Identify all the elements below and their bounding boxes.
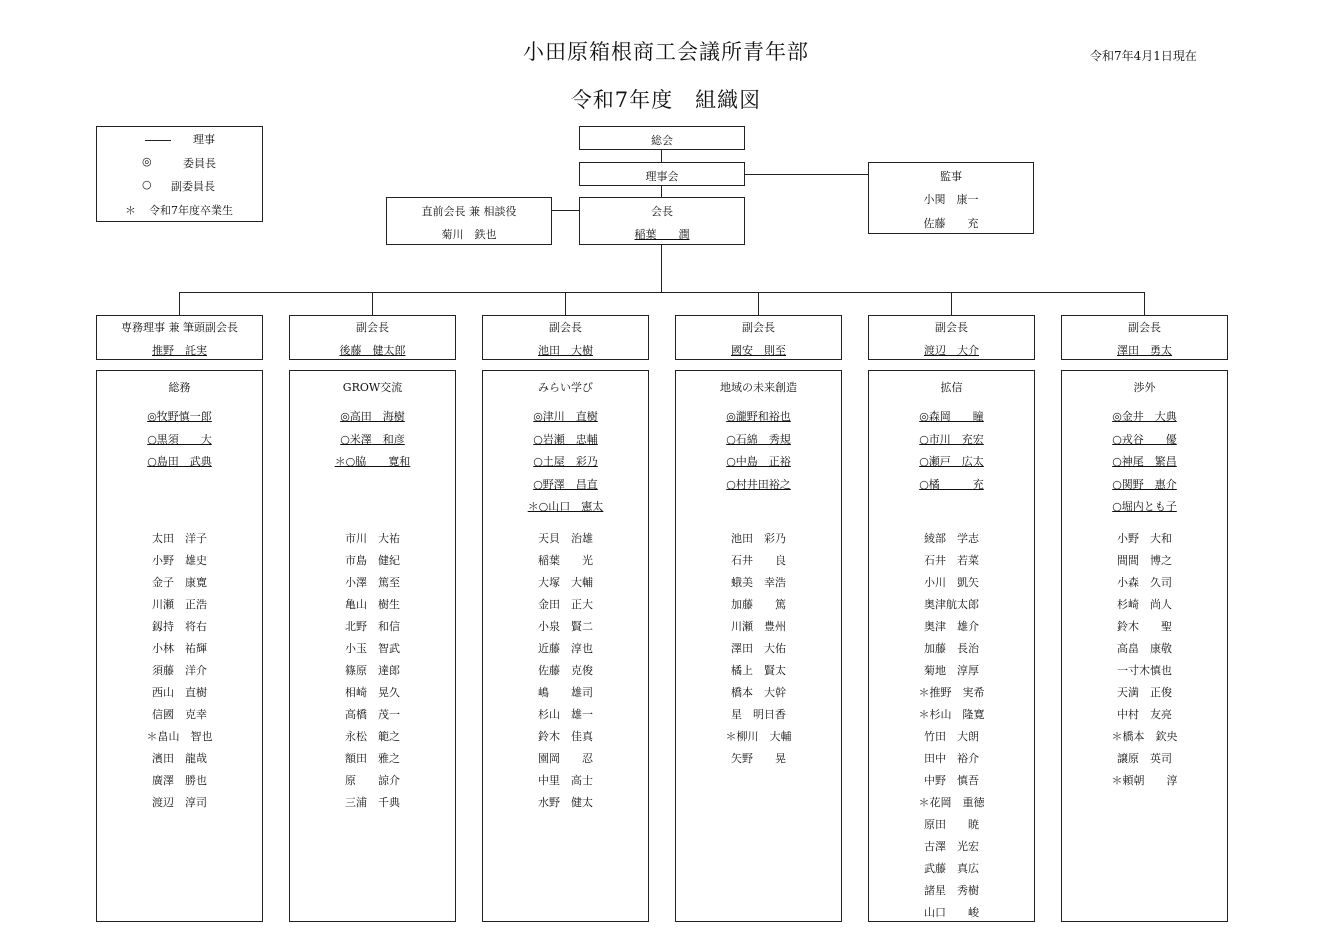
committee-member: 間間 博之 [1117,554,1172,567]
committee-member: 渡辺 淳司 [152,796,207,809]
committee-member: 釼持 将右 [152,620,207,633]
committee-leader: ○黒須 大 [147,432,212,446]
committee-member: 佐藤 克俊 [538,664,593,677]
committee-member: 稲葉 光 [538,554,593,567]
legend-box [96,126,263,222]
president-name: 稲葉 潤 [634,228,690,241]
connector-line [372,292,373,315]
committee-member: 石井 若菜 [924,554,979,567]
committee-member: 原田 暁 [924,818,979,831]
committee-member: 一寸木慎也 [1117,664,1172,677]
committee-member: ＊橋本 欽央 [1111,730,1178,743]
advisor-box [386,197,552,245]
committee-member: 杉崎 尚人 [1117,598,1172,611]
committee-member: 諸星 秀樹 [924,884,979,897]
committee-leader: ＊○脇 寛和 [334,455,411,468]
committee-member: 古澤 光宏 [924,840,979,853]
committee-member: 原 諒介 [345,774,400,787]
committee-member: 奥津 雄介 [924,620,979,633]
legend-label-board: 理事 [193,133,215,146]
committee-member: 菊地 淳厚 [924,664,979,677]
committee-member: 水野 健太 [538,796,593,809]
auditors-box [868,162,1034,234]
vice-president-title: 副会長 [742,321,775,334]
connector-line [661,150,662,162]
committee-leader: ◎瀧野和裕也 [726,410,791,423]
committee-member: 相崎 晃久 [345,686,400,699]
committee-member: 竹田 大朗 [924,730,979,743]
committee-member: 鈴木 聖 [1117,620,1172,633]
committee-member: ＊推野 実希 [918,686,985,699]
committee-member: 市川 大祐 [345,532,400,545]
legend-symbol-graduate: ＊ [125,204,136,217]
legend-symbol-vice-chair: ○ [142,178,152,191]
page-title: 小田原箱根商工会議所青年部 [523,40,809,64]
committee-member: 篠原 達郎 [345,664,400,677]
connector-line [745,174,868,175]
auditor-name: 小関 康一 [923,193,979,206]
committee-leader: ○戎谷 優 [1112,432,1177,446]
committee-box [289,370,456,922]
committee-member: 譲原 英司 [1117,752,1172,765]
legend-board-line [145,131,171,144]
connector-line [951,292,952,315]
vice-president-box [675,315,842,360]
vice-president-name: 國安 則至 [731,344,786,357]
committee-name: 総務 [168,381,191,394]
committee-member: 亀山 樹生 [345,598,400,611]
legend-label-chair: 委員長 [183,157,216,170]
committee-member: 廣澤 勝也 [152,774,207,787]
committee-box [482,370,649,922]
committee-member: 中村 友亮 [1117,708,1172,721]
committee-member: 天貝 治雄 [538,532,593,545]
committee-leader: ○米澤 和彦 [340,432,405,446]
connector-line [179,292,1145,293]
board-box [579,162,745,186]
president-box [579,197,745,245]
vice-president-name: 推野 託実 [152,344,207,357]
committee-name: 渉外 [1133,381,1156,394]
committee-leader: ◎金井 大典 [1112,410,1177,423]
committee-member: 小泉 賢二 [538,620,593,633]
legend-label-vice-chair: 副委員長 [171,180,215,193]
committee-member: 太田 洋子 [152,532,207,545]
committee-leader: ○村井田裕之 [726,477,791,491]
committee-member: 金田 正大 [538,598,593,611]
connector-line [661,245,662,292]
committee-box [675,370,842,922]
connector-line [565,292,566,315]
committee-member: 小玉 智武 [345,642,400,655]
committee-member: 星 明日香 [731,708,786,721]
committee-member: 三浦 千典 [345,796,400,809]
vice-president-title: 副会長 [356,321,389,334]
committee-member: 川瀬 正浩 [152,598,207,611]
committee-box [96,370,263,922]
committee-member: 加藤 篤 [731,598,786,611]
committee-leader: ○関野 惠介 [1112,477,1177,491]
committee-member: 武藤 真広 [924,862,979,875]
committee-leader: ○橘 充 [919,477,984,491]
committee-leader: ＊○山口 憲太 [527,500,604,513]
vice-president-box [868,315,1035,360]
committee-leader: ○土屋 彩乃 [533,455,598,468]
committee-member: 田中 裕介 [924,752,979,765]
vice-president-title: 副会長 [549,321,582,334]
connector-line [758,292,759,315]
board-label: 理事会 [645,170,679,183]
committee-member: 濱田 龍哉 [152,752,207,765]
committee-member: 蛾美 幸浩 [731,576,786,589]
committee-member: 小森 久司 [1117,576,1172,589]
committee-leader: ○堀内とも子 [1112,500,1177,513]
committee-leader: ○市川 充宏 [919,432,984,446]
committee-leader: ◎津川 直樹 [533,410,598,423]
auditor-name: 佐藤 充 [923,217,979,230]
committee-member: ＊畠山 智也 [146,730,213,743]
vice-president-name: 澤田 勇太 [1117,344,1172,357]
committee-member: 中里 高士 [538,774,593,787]
committee-member: 嶋 雄司 [538,686,593,699]
connector-line [661,186,662,197]
committee-member: 小林 祐輝 [152,642,207,655]
committee-member: ＊花岡 重徳 [918,796,985,809]
vice-president-box [289,315,456,360]
connector-line [1144,292,1145,315]
committee-member: 高畠 康敬 [1117,642,1172,655]
committee-member: 天満 正俊 [1117,686,1172,699]
committee-member: 西山 直樹 [152,686,207,699]
committee-member: 市島 健紀 [345,554,400,567]
committee-member: 小野 大和 [1117,532,1172,545]
committee-member: 矢野 晃 [731,752,786,765]
committee-member: 小澤 篤至 [345,576,400,589]
committee-leader: ◎森岡 瞳 [919,410,984,423]
committee-box [1061,370,1228,922]
vice-president-box [482,315,649,360]
committee-leader: ○瀬戸 広太 [919,455,984,468]
committee-member: 奥津航太郎 [924,598,979,611]
committee-member: 山口 峻 [924,906,979,919]
vice-president-title: 専務理事 兼 筆頭副会長 [121,321,238,334]
committee-member: 川瀬 豊州 [731,620,786,633]
committee-member: 中野 慎吾 [924,774,979,787]
advisor-title: 直前会長 兼 相談役 [421,205,517,218]
committee-member: 近藤 淳也 [538,642,593,655]
committee-member: 小川 凱矢 [924,576,979,589]
committee-leader: ◎牧野慎一郎 [147,410,212,423]
as-of-date: 令和7年4月1日現在 [1090,49,1197,63]
page-subtitle: 令和7年度 組織図 [570,88,762,112]
committee-member: 永松 範之 [345,730,400,743]
committee-member: 橘上 賢太 [731,664,786,677]
committee-member: 北野 和信 [345,620,400,633]
committee-member: 池田 彩乃 [731,532,786,545]
committee-member: 澤田 大佑 [731,642,786,655]
committee-name: 地域の未来創造 [720,381,797,394]
president-title: 会長 [651,205,673,218]
connector-line [552,210,579,211]
general-meeting-label: 総会 [651,134,673,147]
committee-member: 加藤 長治 [924,642,979,655]
legend-label-graduate: 令和7年度卒業生 [149,204,233,217]
vice-president-title: 副会長 [935,321,968,334]
committee-name: GROW交流 [342,381,403,394]
committee-name: みらい学び [538,381,593,394]
committee-member: 橋本 大幹 [731,686,786,699]
committee-leader: ○石綿 秀規 [726,432,791,446]
vice-president-name: 渡辺 大介 [924,344,979,357]
vice-president-box [1061,315,1228,360]
committee-member: 大塚 大輔 [538,576,593,589]
committee-leader: ○岩瀬 忠輔 [533,432,598,446]
committee-leader: ○島田 武典 [147,455,212,468]
committee-member: 鈴木 佳真 [538,730,593,743]
committee-leader: ○野澤 昌直 [533,477,598,491]
committee-member: ＊柳川 大輔 [725,730,792,743]
advisor-name: 菊川 鉄也 [441,228,497,241]
vice-president-name: 池田 大樹 [538,344,593,357]
committee-member: 須藤 洋介 [152,664,207,677]
committee-leader: ◎高田 海樹 [340,410,405,423]
committee-member: ＊杉山 隆寛 [918,708,985,721]
committee-member: 小野 雄史 [152,554,207,567]
committee-member: 杉山 雄一 [538,708,593,721]
committee-member: 信國 克幸 [152,708,207,721]
general-meeting-box [579,126,745,150]
vice-president-title: 副会長 [1128,321,1161,334]
committee-member: 額田 雅之 [345,752,400,765]
committee-name: 拡信 [940,381,963,394]
committee-member: 金子 康寛 [152,576,207,589]
committee-member: 石井 良 [731,554,786,567]
connector-line [179,292,180,315]
committee-member: 綾部 学志 [924,532,979,545]
committee-box [868,370,1035,922]
vice-president-name: 後藤 健太郎 [339,344,406,357]
auditors-title: 監事 [940,170,962,183]
legend-symbol-chair: ◎ [142,155,152,168]
vice-president-box [96,315,263,360]
committee-leader: ○中島 正裕 [726,455,791,468]
committee-member: 高橋 茂一 [345,708,400,721]
committee-member: ＊頼朝 淳 [1111,774,1178,787]
committee-leader: ○神尾 繁昌 [1112,455,1177,468]
committee-member: 園岡 忍 [538,752,593,765]
